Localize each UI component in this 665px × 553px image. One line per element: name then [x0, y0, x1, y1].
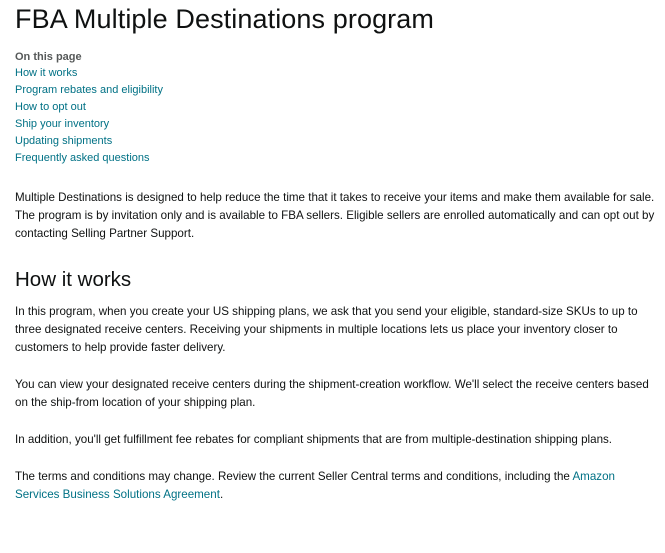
- toc-link-faq[interactable]: Frequently asked questions: [15, 152, 150, 164]
- how-it-works-paragraph-1: In this program, when you create your US shipping plans, we ask that you send your eligible, standard-size SKUs to up to three designated receive centers. Receiving your shipments in multiple locations lets us place your inventory closer to customers to help provide faster delivery.: [15, 305, 638, 354]
- toc-link-ship-inventory[interactable]: Ship your inventory: [15, 118, 110, 130]
- toc-link-updating-shipments[interactable]: Updating shipments: [15, 135, 113, 147]
- toc-item: [15, 65, 665, 82]
- toc-item: [15, 116, 665, 133]
- business-solutions-agreement-link[interactable]: Amazon Services Business Solutions Agreement: [15, 470, 615, 501]
- toc-link-program-rebates[interactable]: Program rebates and eligibility: [15, 84, 163, 96]
- how-it-works-paragraph-3: In addition, you'll get fulfillment fee rebates for compliant shipments that are from multiple-destination shipping plans.: [15, 433, 613, 446]
- on-this-page-nav: [15, 49, 665, 167]
- how-it-works-paragraph-2: You can view your designated receive centers during the shipment-creation workflow. We'll select the receive centers based on the ship-from location of your shipping plan.: [15, 378, 649, 409]
- page-title: FBA Multiple Destinations program: [15, 4, 434, 34]
- toc-item: [15, 99, 665, 116]
- toc-list: [15, 65, 665, 167]
- intro-paragraph: Multiple Destinations is designed to help reduce the time that it takes to receive your items and make them available for sale. The program is by invitation only and is available to FBA sellers. Eligible sellers are enrolled automatically and can opt out by contacting Selling Partner Support.: [15, 191, 655, 240]
- toc-heading: On this page: [15, 51, 82, 63]
- toc-item: [15, 82, 665, 99]
- section-heading-how-it-works: How it works: [15, 268, 132, 291]
- toc-item: [15, 133, 665, 150]
- toc-link-opt-out[interactable]: How to opt out: [15, 101, 86, 113]
- toc-link-how-it-works[interactable]: How it works: [15, 67, 78, 79]
- terms-text: The terms and conditions may change. Review the current Seller Central terms and conditions, including the: [15, 470, 573, 483]
- toc-item: [15, 150, 665, 167]
- terms-paragraph: [15, 468, 658, 504]
- terms-end: .: [219, 488, 224, 501]
